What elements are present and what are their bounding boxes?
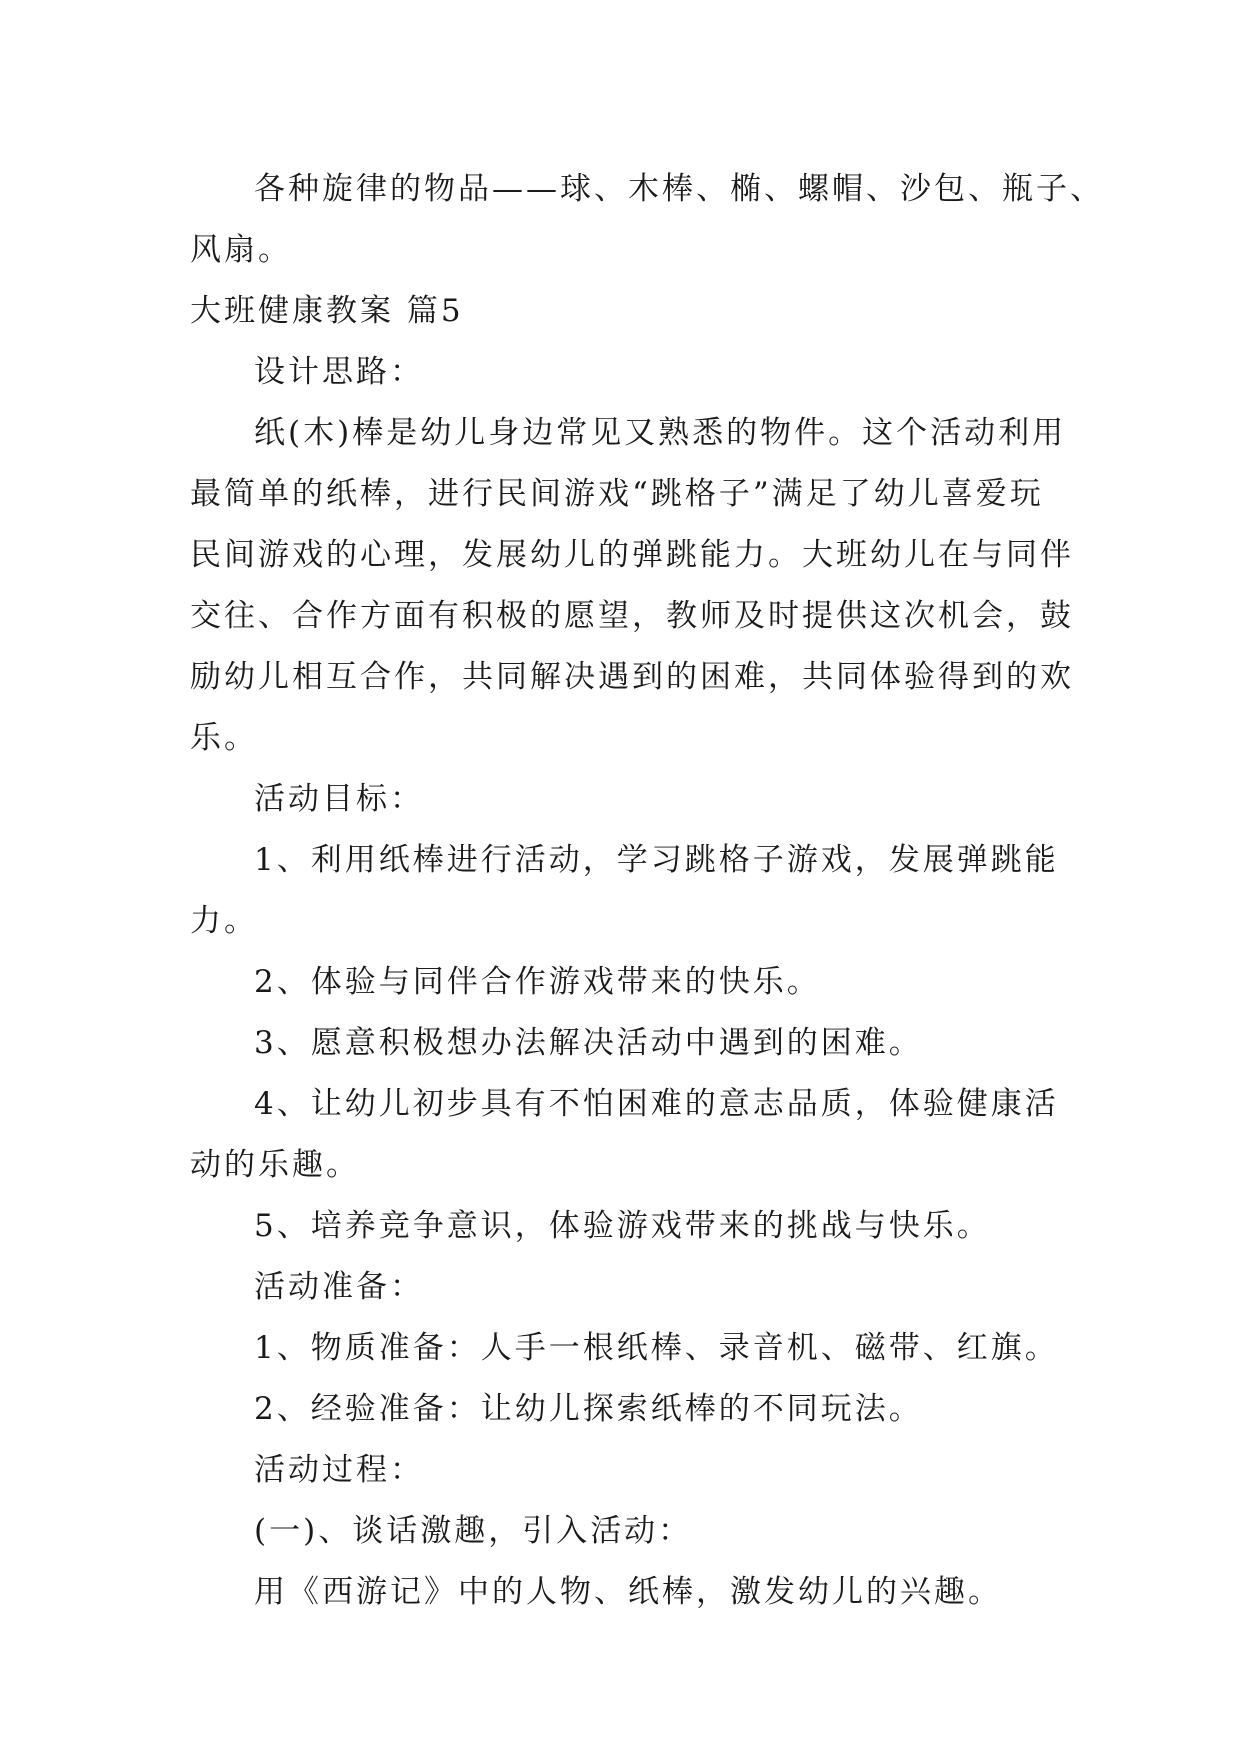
text-line: 各种旋律的物品——球、木棒、椭、螺帽、沙包、瓶子、 [254, 171, 1104, 207]
prep-item: 1、物质准备：人手一根纸棒、录音机、磁带、红旗。 [254, 1330, 1059, 1366]
text-line: 纸(木)棒是幼儿身边常见又熟悉的物件。这个活动利用 [254, 415, 1067, 451]
goals-label: 活动目标： [254, 781, 424, 817]
goal-item: 2、体验与同伴合作游戏带来的快乐。 [254, 964, 821, 1000]
process-label: 活动过程： [254, 1452, 424, 1488]
design-label: 设计思路： [254, 354, 424, 390]
goal-item-cont: 动的乐趣。 [190, 1147, 360, 1183]
prep-label: 活动准备： [254, 1269, 424, 1305]
section-title: 大班健康教案 篇5 [190, 293, 464, 329]
step-text: 用《西游记》中的人物、纸棒，激发幼儿的兴趣。 [254, 1574, 1002, 1610]
document-body [190, 159, 1104, 1623]
text-line: 风扇。 [190, 232, 292, 268]
prep-item: 2、经验准备：让幼儿探索纸棒的不同玩法。 [254, 1391, 923, 1427]
goal-item: 4、让幼儿初步具有不怕困难的意志品质，体验健康活 [254, 1086, 1059, 1122]
text-line: 交往、合作方面有积极的愿望，教师及时提供这次机会，鼓 [190, 598, 1074, 634]
goal-item: 5、培养竞争意识，体验游戏带来的挑战与快乐。 [254, 1208, 991, 1244]
text-line: 民间游戏的心理，发展幼儿的弹跳能力。大班幼儿在与同伴 [190, 537, 1074, 573]
goal-item: 1、利用纸棒进行活动，学习跳格子游戏，发展弹跳能 [254, 842, 1059, 878]
text-line: 励幼儿相互合作，共同解决遇到的困难，共同体验得到的欢 [190, 659, 1074, 695]
text-line: 最简单的纸棒，进行民间游戏“跳格子”满足了幼儿喜爱玩 [190, 476, 1044, 512]
goal-item-cont: 力。 [190, 903, 258, 939]
step-title: (一)、谈话激趣，引入活动： [254, 1513, 693, 1549]
text-line: 乐。 [190, 720, 258, 756]
goal-item: 3、愿意积极想办法解决活动中遇到的困难。 [254, 1025, 923, 1061]
